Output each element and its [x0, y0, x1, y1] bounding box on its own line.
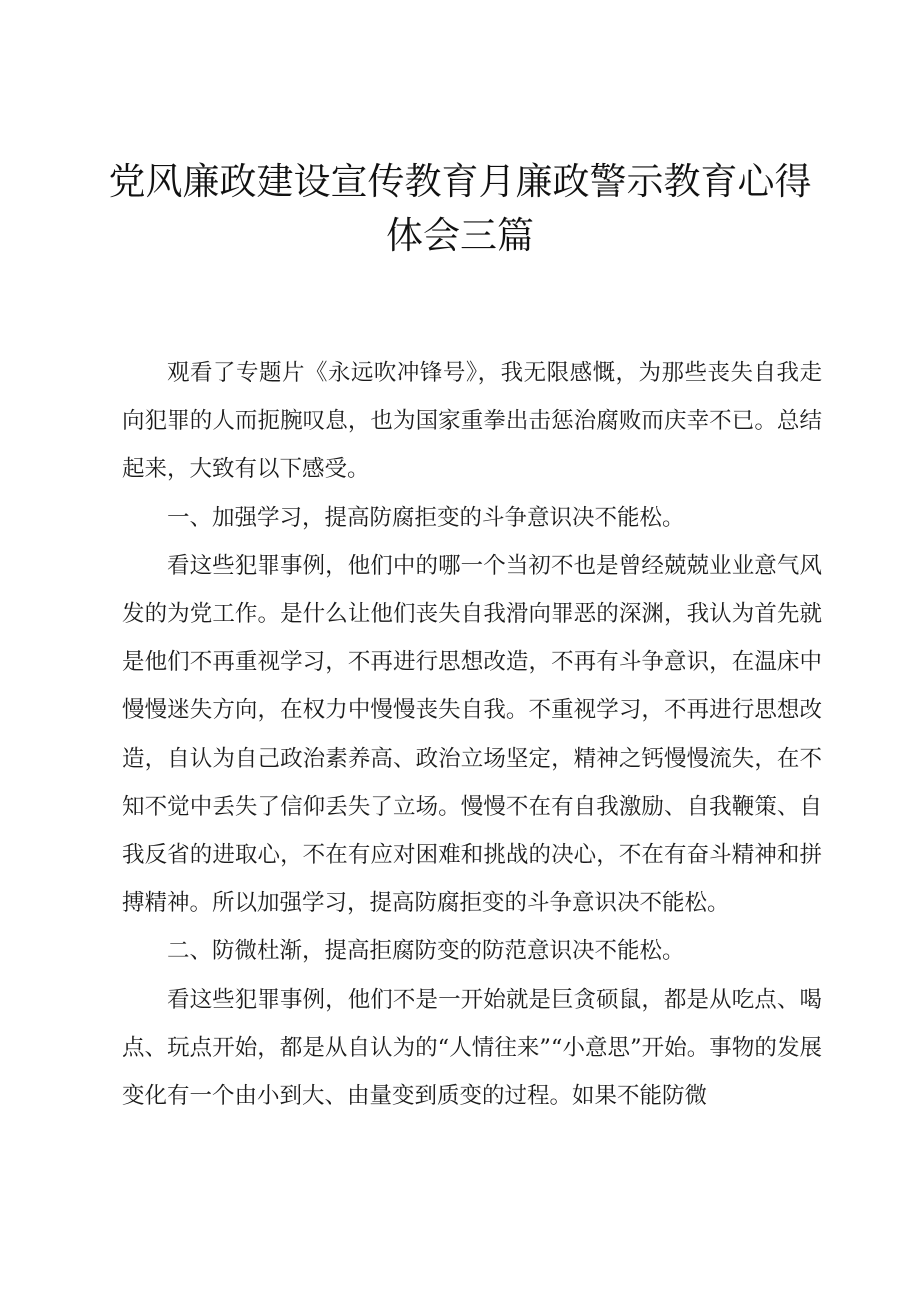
- body-paragraph: 看这些犯罪事例，他们不是一开始就是巨贪硕鼠，都是从吃点、喝点、玩点开始，都是从自认为的“人情往来”“小意思”开始。事物的发展变化有一个由小到大、由量变到质变的过程。如果不能防微: [122, 986, 822, 1110]
- title-line-2: 体会三篇: [386, 214, 534, 257]
- section-heading-2: 二、防微杜渐，提高拒腐防变的防范意识决不能松。: [167, 938, 685, 965]
- document-body: [122, 349, 822, 1120]
- title-line-1: 党风廉政建设宣传教育月廉政警示教育心得: [108, 160, 812, 203]
- document-title: [60, 155, 860, 263]
- intro-paragraph: 观看了专题片《永远吹冲锋号》，我无限感慨，为那些丧失自我走向犯罪的人而扼腕叹息，也为国家重拳出击惩治腐败而庆幸不已。总结起来，大致有以下感受。: [122, 360, 822, 483]
- section-heading-1: 一、加强学习，提高防腐拒变的斗争意识决不能松。: [167, 504, 685, 531]
- body-paragraph: 看这些犯罪事例，他们中的哪一个当初不也是曾经兢兢业业意气风发的为党工作。是什么让他们丧失自我滑向罪恶的深渊，我认为首先就是他们不再重视学习，不再进行思想改造，不再有斗争意识，在温床中慢慢迷失方向，在权力中慢慢丧失自我。不重视学习，不再进行思想改造，自认为自己政治素养高、政治立场坚定，精神之钙慢慢流失，在不知不觉中丢失了信仰丢失了立场。慢慢不在有自我激励、自我鞭策、自我反省的进取心，不在有应对困难和挑战的决心，不在有奋斗精神和拼搏精神。所以加强学习，提高防腐拒变的斗争意识决不能松。: [122, 552, 822, 917]
